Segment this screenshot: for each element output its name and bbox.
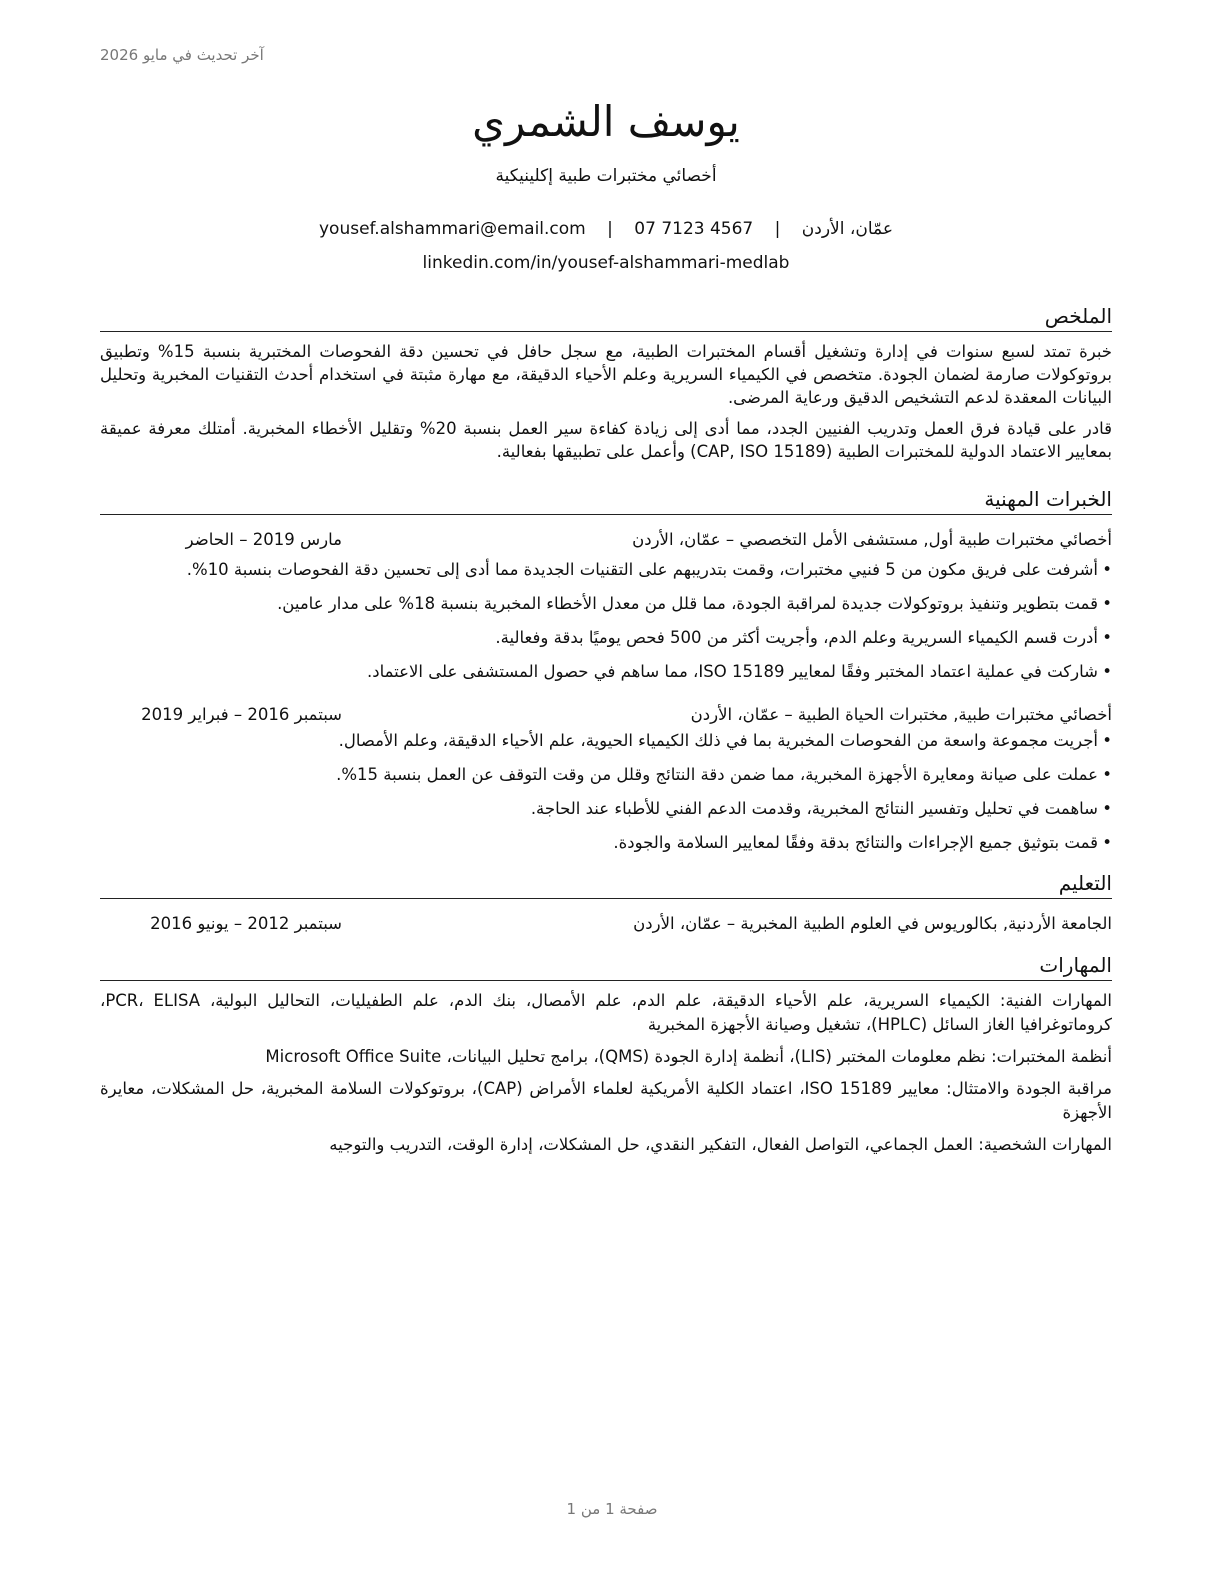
contact-info [100,212,1112,280]
job-bullet: • شاركت في عملية اعتماد المختبر وفقًا لمعايير ISO 15189، مما ساهم في حصول المستشفى على الاعتماد. [100,659,1112,684]
skills-line: مراقبة الجودة والامتثال: معايير ISO 15189، اعتماد الكلية الأمريكية لعلماء الأمراض (CAP)، بروتوكولات السلامة المخبرية، حل المشكلات، معايرة الأجهزة [100,1079,1112,1122]
job-bullet: • أدرت قسم الكيمياء السريرية وعلم الدم، وأجريت أكثر من 500 فحص يوميًا بدقة وفعالية. [100,625,1112,650]
job-bullet: • أجريت مجموعة واسعة من الفحوصات المخبرية بما في ذلك الكيمياء الحيوية، علم الأحياء الدقيقة، وعلم الأمصال. [100,728,1112,753]
job-bullet: • قمت بتوثيق جميع الإجراءات والنتائج بدقة وفقًا لمعايير السلامة والجودة. [100,830,1112,855]
job-bullet: • ساهمت في تحليل وتفسير النتائج المخبرية، وقدمت الدعم الفني للأطباء عند الحاجة. [100,796,1112,821]
education-dates: سبتمبر 2012 – يونيو 2016 [150,914,342,933]
job-header [100,527,1112,553]
skills-line: المهارات الفنية: الكيمياء السريرية، علم الأحياء الدقيقة، علم الدم، علم الأمصال، بنك الدم، علم الطفيليات، التحاليل البولية، PCR، ELISA، كروماتوغرافيا الغاز السائل (HPLC)، تشغيل وصيانة الأجهزة المخبرية [100,991,1112,1034]
skills-line: أنظمة المختبرات: نظم معلومات المختبر (LIS)، أنظمة إدارة الجودة (QMS)، برامج تحليل البيانات، Microsoft Office Suite [265,1047,1112,1066]
page-number: صفحة 1 من 1 [566,1500,658,1518]
job-bullets [100,728,1112,855]
job-title: أخصائي مختبرات طبية أول, مستشفى الأمل التخصصي – عمّان، الأردن [632,530,1112,549]
job-dates: سبتمبر 2016 – فبراير 2019 [141,705,342,724]
resume-page [100,92,1112,1157]
candidate-name: يوسف الشمري [472,97,740,146]
summary-paragraph: خبرة تمتد لسبع سنوات في إدارة وتشغيل أقسام المختبرات الطبية، مع سجل حافل في تحسين دقة الفحوصات المختبرية بنسبة 15% وتطبيق بروتوكولات صارمة لضمان الجودة. متخصص في الكيمياء السريرية وعلم الأحياء الدقيقة، مع مهارة مثبتة في استخدام أحدث التقنيات المخبرية وتحليل البيانات المعقدة لدعم التشخيص الدقيق ورعاية المرضى. [100,342,1112,407]
contact-line [100,212,1112,246]
job-bullets [100,557,1112,684]
experience-heading: الخبرات المهنية [100,485,1112,515]
email-link[interactable]: yousef.alshammari@email.com [318,219,586,239]
summary-heading: الملخص [100,302,1112,332]
job-header [100,702,1112,728]
education-entry [100,911,1112,937]
phone-number: 07 7123 4567 [634,219,754,239]
education-heading: التعليم [100,869,1112,899]
summary-paragraph: قادر على قيادة فرق العمل وتدريب الفنيين الجدد، مما أدى إلى زيادة كفاءة سير العمل بنسبة 20% وتقليل الأخطاء المخبرية. أمتلك معرفة عميقة بمعايير الاعتماد الدولية للمختبرات الطبية (CAP, ISO 15189) وأعمل على تطبيقها بفعالية. [100,419,1112,461]
separator: | [607,219,613,239]
education-degree: الجامعة الأردنية, بكالوريوس في العلوم الطبية المخبرية – عمّان، الأردن [633,914,1112,933]
skills-heading: المهارات [100,951,1112,981]
separator: | [774,219,781,239]
job-title: أخصائي مختبرات طبية, مختبرات الحياة الطبية – عمّان، الأردن [690,705,1112,724]
linkedin-link[interactable]: linkedin.com/in/yousef-alshammari-medlab [422,253,790,273]
location-text: عمّان، الأردن [801,219,894,239]
job-dates: مارس 2019 – الحاضر [185,530,342,549]
job-bullet: • قمت بتطوير وتنفيذ بروتوكولات جديدة لمراقبة الجودة، مما قلل من معدل الأخطاء المخبرية بنسبة 18% على مدار عامين. [100,591,1112,616]
last-updated-note: آخر تحديث في مايو 2026 [100,46,264,64]
job-bullet: • أشرفت على فريق مكون من 5 فنيي مختبرات، وقمت بتدريبهم على التقنيات الجديدة مما أدى إلى تحسين دقة الفحوصات بنسبة 10%. [100,557,1112,582]
job-entry [100,702,1112,855]
education-header [100,911,1112,937]
job-entry [100,527,1112,684]
skills-line: المهارات الشخصية: العمل الجماعي، التواصل الفعال، التفكير النقدي، حل المشكلات، إدارة الوقت، التدريب والتوجيه [329,1135,1112,1154]
job-bullet: • عملت على صيانة ومعايرة الأجهزة المخبرية، مما ضمن دقة النتائج وقلل من وقت التوقف عن العمل بنسبة 15%. [100,762,1112,787]
candidate-title: أخصائي مختبرات طبية إكلينيكية [495,166,717,186]
